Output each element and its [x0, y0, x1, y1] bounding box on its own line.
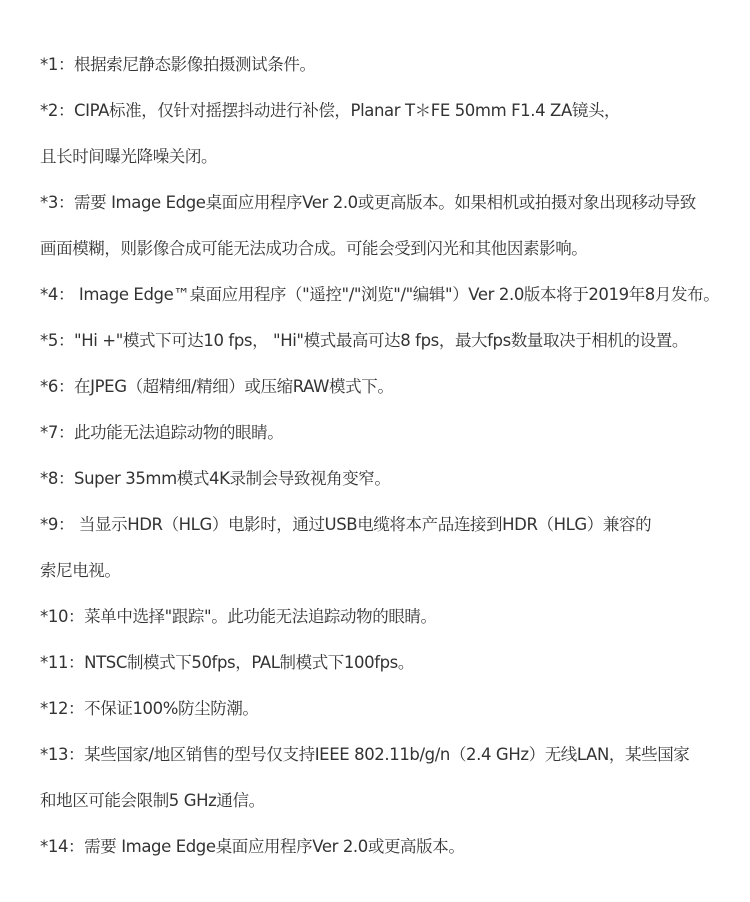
footnote-4: *4： Image Edge™桌面应用程序（"遥控"/"浏览"/"编辑"）Ver 2.0版本将于2019年8月发布。: [40, 285, 720, 304]
footnote-2-continued: 且长时间曝光降噪关闭。: [40, 147, 218, 166]
footnote-5: *5："Hi +"模式下可达10 fps， "Hi"模式最高可达8 fps，最大fps数量取决于相机的设置。: [40, 331, 688, 350]
footnote-14: *14：需要 Image Edge桌面应用程序Ver 2.0或更高版本。: [40, 837, 465, 856]
footnote-9: *9： 当显示HDR（HLG）电影时，通过USB电缆将本产品连接到HDR（HLG）兼容的: [40, 515, 652, 534]
footnote-13-continued: 和地区可能会限制5 GHz通信。: [40, 791, 265, 810]
footnote-1: *1：根据索尼静态影像拍摄测试条件。: [40, 55, 316, 74]
footnote-list: [40, 49, 748, 877]
footnote-10: *10：菜单中选择"跟踪"。此功能无法追踪动物的眼睛。: [40, 607, 437, 626]
footnote-3: *3：需要 Image Edge桌面应用程序Ver 2.0或更高版本。如果相机或拍摄对象出现移动导致: [40, 193, 696, 212]
footnote-12: *12：不保证100%防尘防潮。: [40, 699, 259, 718]
footnote-6: *6：在JPEG（超精细/精细）或压缩RAW模式下。: [40, 377, 394, 396]
footnote-2: *2：CIPA标准，仅针对摇摆抖动进行补偿，Planar T＊FE 50mm F1.4 ZA镜头，: [40, 101, 621, 120]
footnote-9-continued: 索尼电视。: [40, 561, 121, 580]
footnote-11: *11：NTSC制模式下50fps，PAL制模式下100fps。: [40, 653, 414, 672]
footnote-3-continued: 画面模糊，则影像合成可能无法成功合成。可能会受到闪光和其他因素影响。: [40, 239, 588, 258]
footnote-8: *8：Super 35mm模式4K录制会导致视角变窄。: [40, 469, 391, 488]
footnote-13: *13：某些国家/地区销售的型号仅支持IEEE 802.11b/g/n（2.4 GHz）无线LAN，某些国家: [40, 745, 690, 764]
footnote-7: *7：此功能无法追踪动物的眼睛。: [40, 423, 284, 442]
